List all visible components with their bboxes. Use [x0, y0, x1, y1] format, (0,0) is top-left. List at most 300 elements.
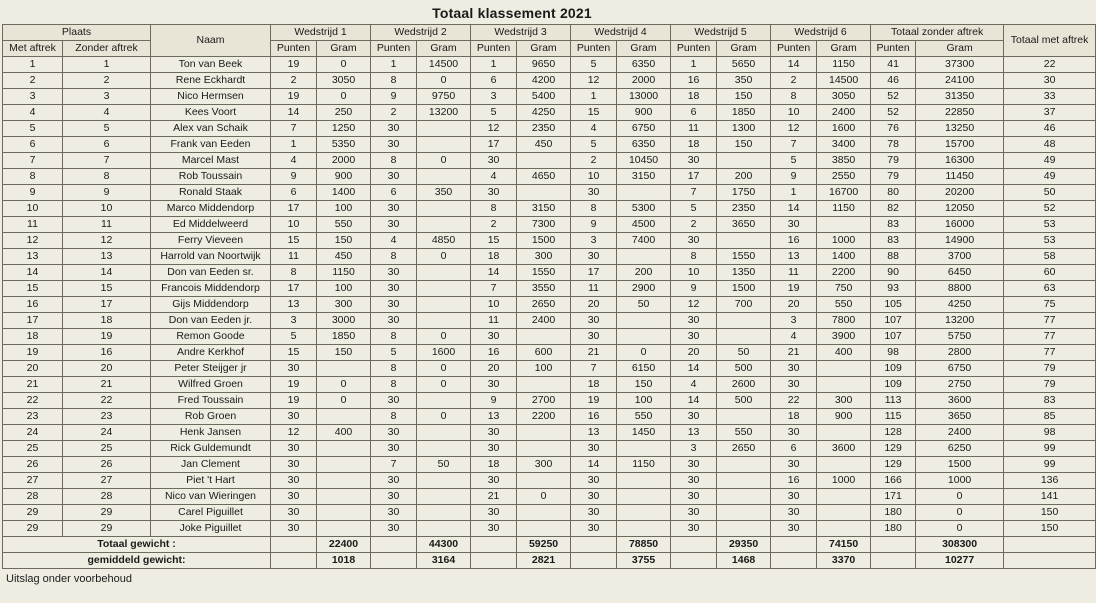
cell-met-aftrek: 24 — [3, 425, 63, 441]
cell-zonder-aftrek: 21 — [63, 377, 151, 393]
table-row — [3, 377, 1096, 393]
cell-w3-gram: 450 — [517, 137, 571, 153]
cell-w3-punten: 2 — [471, 217, 517, 233]
cell-naam: Harrold van Noortwijk — [151, 249, 271, 265]
cell-w3-punten: 8 — [471, 201, 517, 217]
cell-met-aftrek: 6 — [3, 137, 63, 153]
cell-w3-punten: 13 — [471, 409, 517, 425]
cell-w6-gram: 1000 — [817, 233, 871, 249]
cell-w4-punten: 30 — [571, 505, 617, 521]
cell-zonder-aftrek: 6 — [63, 137, 151, 153]
cell-w3-gram — [517, 473, 571, 489]
cell-naam: Carel Piguillet — [151, 505, 271, 521]
cell-met-aftrek: 15 — [3, 281, 63, 297]
cell-zonder-aftrek: 5 — [63, 121, 151, 137]
cell-totaal-zonder-gram: 24100 — [916, 73, 1004, 89]
cell-w1-gram — [317, 457, 371, 473]
table-row — [3, 137, 1096, 153]
totaal-gewicht-row-spacer — [871, 537, 916, 553]
cell-zonder-aftrek: 24 — [63, 425, 151, 441]
cell-w5-punten: 8 — [671, 249, 717, 265]
cell-w6-gram: 900 — [817, 409, 871, 425]
cell-w4-punten: 30 — [571, 521, 617, 537]
cell-zonder-aftrek: 26 — [63, 457, 151, 473]
cell-w6-punten: 30 — [771, 505, 817, 521]
cell-w6-gram: 1000 — [817, 473, 871, 489]
cell-totaal-met-punten: 22 — [1004, 57, 1096, 73]
cell-w4-gram: 2000 — [617, 73, 671, 89]
cell-w6-gram: 3900 — [817, 329, 871, 345]
cell-met-aftrek: 27 — [3, 473, 63, 489]
table-row — [3, 265, 1096, 281]
cell-totaal-met-punten: 75 — [1004, 297, 1096, 313]
cell-w5-gram — [717, 153, 771, 169]
cell-w1-punten: 10 — [271, 217, 317, 233]
cell-w1-gram — [317, 361, 371, 377]
cell-totaal-zonder-gram: 2800 — [916, 345, 1004, 361]
cell-w6-gram: 1600 — [817, 121, 871, 137]
cell-met-aftrek: 25 — [3, 441, 63, 457]
cell-totaal-zonder-gram: 16000 — [916, 217, 1004, 233]
cell-w2-punten: 30 — [371, 137, 417, 153]
cell-naam: Joke Piguillet — [151, 521, 271, 537]
table-row — [3, 73, 1096, 89]
cell-totaal-zonder-gram: 13200 — [916, 313, 1004, 329]
cell-met-aftrek: 18 — [3, 329, 63, 345]
cell-w2-punten: 8 — [371, 361, 417, 377]
cell-w5-punten: 6 — [671, 105, 717, 121]
cell-w2-punten: 7 — [371, 457, 417, 473]
table-row — [3, 89, 1096, 105]
totaal-gewicht-row-spacer — [471, 537, 517, 553]
header-tza-punten: Punten — [871, 41, 916, 57]
gemiddeld-gewicht-row-w4: 3755 — [617, 553, 671, 569]
cell-w5-punten: 10 — [671, 265, 717, 281]
cell-totaal-zonder-gram: 5750 — [916, 329, 1004, 345]
cell-totaal-met-punten: 85 — [1004, 409, 1096, 425]
cell-w5-gram — [717, 329, 771, 345]
table-row — [3, 121, 1096, 137]
header-plaats: Plaats — [3, 25, 151, 41]
cell-w4-gram — [617, 521, 671, 537]
cell-w5-punten: 1 — [671, 57, 717, 73]
cell-w1-punten: 13 — [271, 297, 317, 313]
cell-w3-gram — [517, 185, 571, 201]
cell-w2-gram — [417, 473, 471, 489]
cell-w1-gram: 1250 — [317, 121, 371, 137]
cell-naam: Wilfred Groen — [151, 377, 271, 393]
cell-w3-gram: 9650 — [517, 57, 571, 73]
cell-met-aftrek: 4 — [3, 105, 63, 121]
cell-w3-punten: 1 — [471, 57, 517, 73]
cell-naam: Piet 't Hart — [151, 473, 271, 489]
cell-w5-punten: 20 — [671, 345, 717, 361]
table-header — [3, 25, 1096, 57]
cell-zonder-aftrek: 9 — [63, 185, 151, 201]
cell-w5-punten: 18 — [671, 137, 717, 153]
cell-w4-punten: 20 — [571, 297, 617, 313]
cell-totaal-zonder-gram: 15700 — [916, 137, 1004, 153]
cell-w4-punten: 12 — [571, 73, 617, 89]
table-footer — [3, 537, 1096, 569]
cell-w1-gram: 2000 — [317, 153, 371, 169]
cell-w6-gram: 3850 — [817, 153, 871, 169]
cell-totaal-met-punten: 48 — [1004, 137, 1096, 153]
cell-w3-punten: 18 — [471, 457, 517, 473]
cell-w4-gram: 0 — [617, 345, 671, 361]
cell-w2-punten: 8 — [371, 409, 417, 425]
cell-w2-gram: 0 — [417, 249, 471, 265]
cell-w1-punten: 30 — [271, 441, 317, 457]
cell-w6-punten: 12 — [771, 121, 817, 137]
cell-w5-gram: 350 — [717, 73, 771, 89]
cell-w4-gram: 5300 — [617, 201, 671, 217]
cell-w1-punten: 17 — [271, 201, 317, 217]
cell-w5-punten: 30 — [671, 473, 717, 489]
cell-w1-punten: 19 — [271, 377, 317, 393]
table-row — [3, 457, 1096, 473]
cell-w4-gram: 150 — [617, 377, 671, 393]
cell-w5-punten: 30 — [671, 457, 717, 473]
cell-w6-gram — [817, 457, 871, 473]
cell-naam: Ton van Beek — [151, 57, 271, 73]
cell-naam: Francois Middendorp — [151, 281, 271, 297]
cell-w1-gram: 400 — [317, 425, 371, 441]
cell-w5-gram — [717, 521, 771, 537]
cell-totaal-met-punten: 141 — [1004, 489, 1096, 505]
cell-w5-punten: 30 — [671, 329, 717, 345]
gemiddeld-gewicht-row-w1: 1018 — [317, 553, 371, 569]
cell-w4-punten: 30 — [571, 489, 617, 505]
totaal-gewicht-row-w6: 74150 — [817, 537, 871, 553]
cell-w4-gram: 50 — [617, 297, 671, 313]
cell-totaal-met-punten: 58 — [1004, 249, 1096, 265]
cell-w2-punten: 30 — [371, 297, 417, 313]
cell-w2-gram — [417, 217, 471, 233]
cell-totaal-zonder-gram: 1000 — [916, 473, 1004, 489]
totaal-gewicht-row-total: 308300 — [916, 537, 1004, 553]
cell-w3-punten: 30 — [471, 329, 517, 345]
table-row — [3, 281, 1096, 297]
header-naam: Naam — [151, 25, 271, 57]
cell-w4-punten: 11 — [571, 281, 617, 297]
cell-w5-gram: 5650 — [717, 57, 771, 73]
cell-totaal-met-punten: 98 — [1004, 425, 1096, 441]
cell-naam: Andre Kerkhof — [151, 345, 271, 361]
cell-w2-gram: 0 — [417, 329, 471, 345]
cell-w6-gram: 1400 — [817, 249, 871, 265]
header-wedstrijd-1: Wedstrijd 1 — [271, 25, 371, 41]
cell-w1-punten: 8 — [271, 265, 317, 281]
cell-w3-gram: 7300 — [517, 217, 571, 233]
cell-met-aftrek: 9 — [3, 185, 63, 201]
cell-w6-punten: 30 — [771, 217, 817, 233]
cell-zonder-aftrek: 8 — [63, 169, 151, 185]
cell-w2-punten: 30 — [371, 521, 417, 537]
cell-w4-gram: 200 — [617, 265, 671, 281]
cell-w4-punten: 30 — [571, 473, 617, 489]
cell-w5-gram: 1550 — [717, 249, 771, 265]
table-row — [3, 185, 1096, 201]
cell-w3-gram — [517, 521, 571, 537]
cell-zonder-aftrek: 11 — [63, 217, 151, 233]
header-wedstrijd-5: Wedstrijd 5 — [671, 25, 771, 41]
cell-w3-gram: 4250 — [517, 105, 571, 121]
cell-w2-punten: 8 — [371, 377, 417, 393]
cell-naam: Nico van Wieringen — [151, 489, 271, 505]
cell-w5-gram: 1850 — [717, 105, 771, 121]
gemiddeld-gewicht-row-spacer — [871, 553, 916, 569]
cell-totaal-zonder-punten: 76 — [871, 121, 916, 137]
cell-naam: Peter Steijger jr — [151, 361, 271, 377]
cell-naam: Fred Toussain — [151, 393, 271, 409]
cell-w2-punten: 8 — [371, 153, 417, 169]
totaal-gewicht-row-label: Totaal gewicht : — [3, 537, 271, 553]
header-w2-gram: Gram — [417, 41, 471, 57]
cell-totaal-zonder-punten: 90 — [871, 265, 916, 281]
cell-w1-gram — [317, 521, 371, 537]
cell-w6-punten: 4 — [771, 329, 817, 345]
cell-w2-punten: 4 — [371, 233, 417, 249]
cell-w2-gram — [417, 313, 471, 329]
table-row — [3, 361, 1096, 377]
cell-totaal-zonder-gram: 1500 — [916, 457, 1004, 473]
cell-w5-gram: 2350 — [717, 201, 771, 217]
cell-w3-gram: 300 — [517, 457, 571, 473]
cell-totaal-met-punten: 83 — [1004, 393, 1096, 409]
cell-w1-gram — [317, 409, 371, 425]
cell-w1-punten: 30 — [271, 473, 317, 489]
gemiddeld-gewicht-row-label: gemiddeld gewicht: — [3, 553, 271, 569]
cell-totaal-met-punten: 33 — [1004, 89, 1096, 105]
cell-zonder-aftrek: 23 — [63, 409, 151, 425]
table-row — [3, 249, 1096, 265]
cell-w4-punten: 1 — [571, 89, 617, 105]
cell-naam: Marcel Mast — [151, 153, 271, 169]
cell-totaal-zonder-gram: 16300 — [916, 153, 1004, 169]
cell-w5-gram: 50 — [717, 345, 771, 361]
cell-w5-punten: 30 — [671, 313, 717, 329]
cell-w3-punten: 7 — [471, 281, 517, 297]
cell-totaal-zonder-punten: 52 — [871, 89, 916, 105]
totaal-gewicht-row-w2: 44300 — [417, 537, 471, 553]
header-w1-gram: Gram — [317, 41, 371, 57]
table-row — [3, 105, 1096, 121]
header-w2-punten: Punten — [371, 41, 417, 57]
cell-w2-punten: 8 — [371, 73, 417, 89]
cell-w2-gram — [417, 521, 471, 537]
cell-totaal-zonder-gram: 6750 — [916, 361, 1004, 377]
cell-w1-gram: 1150 — [317, 265, 371, 281]
cell-zonder-aftrek: 27 — [63, 473, 151, 489]
header-wedstrijd-4: Wedstrijd 4 — [571, 25, 671, 41]
table-row — [3, 233, 1096, 249]
cell-w2-gram — [417, 297, 471, 313]
cell-w5-gram — [717, 409, 771, 425]
cell-w2-gram: 50 — [417, 457, 471, 473]
cell-w4-gram: 100 — [617, 393, 671, 409]
cell-naam: Don van Eeden sr. — [151, 265, 271, 281]
cell-w3-punten: 30 — [471, 425, 517, 441]
cell-w2-punten: 30 — [371, 489, 417, 505]
cell-met-aftrek: 10 — [3, 201, 63, 217]
cell-w1-gram: 100 — [317, 201, 371, 217]
cell-w6-gram: 14500 — [817, 73, 871, 89]
cell-w4-gram — [617, 505, 671, 521]
totaal-gewicht-row-empty — [1004, 537, 1096, 553]
cell-w3-punten: 17 — [471, 137, 517, 153]
cell-met-aftrek: 28 — [3, 489, 63, 505]
cell-w5-punten: 2 — [671, 217, 717, 233]
cell-w3-punten: 5 — [471, 105, 517, 121]
cell-w3-gram: 1500 — [517, 233, 571, 249]
cell-w4-punten: 14 — [571, 457, 617, 473]
cell-w3-punten: 21 — [471, 489, 517, 505]
cell-w4-gram: 3150 — [617, 169, 671, 185]
cell-w1-gram: 3000 — [317, 313, 371, 329]
cell-w1-punten: 7 — [271, 121, 317, 137]
cell-w2-punten: 30 — [371, 169, 417, 185]
cell-w3-gram: 4200 — [517, 73, 571, 89]
cell-totaal-zonder-gram: 11450 — [916, 169, 1004, 185]
cell-totaal-met-punten: 53 — [1004, 217, 1096, 233]
cell-naam: Ronald Staak — [151, 185, 271, 201]
table-row — [3, 393, 1096, 409]
totaal-gewicht-row-spacer — [771, 537, 817, 553]
cell-naam: Nico Hermsen — [151, 89, 271, 105]
cell-met-aftrek: 29 — [3, 521, 63, 537]
cell-w3-punten: 15 — [471, 233, 517, 249]
gemiddeld-gewicht-row-total: 10277 — [916, 553, 1004, 569]
cell-w1-gram: 0 — [317, 377, 371, 393]
cell-w3-gram — [517, 441, 571, 457]
cell-totaal-zonder-punten: 52 — [871, 105, 916, 121]
cell-totaal-zonder-gram: 3700 — [916, 249, 1004, 265]
cell-zonder-aftrek: 14 — [63, 265, 151, 281]
cell-w6-punten: 1 — [771, 185, 817, 201]
header-w6-gram: Gram — [817, 41, 871, 57]
table-row — [3, 521, 1096, 537]
cell-w6-punten: 16 — [771, 233, 817, 249]
gemiddeld-gewicht-row-spacer — [771, 553, 817, 569]
cell-w4-gram: 1450 — [617, 425, 671, 441]
cell-w5-gram: 150 — [717, 137, 771, 153]
cell-totaal-met-punten: 46 — [1004, 121, 1096, 137]
cell-totaal-zonder-punten: 82 — [871, 201, 916, 217]
cell-totaal-zonder-punten: 129 — [871, 457, 916, 473]
cell-w6-punten: 8 — [771, 89, 817, 105]
cell-w3-gram — [517, 425, 571, 441]
cell-totaal-zonder-punten: 128 — [871, 425, 916, 441]
cell-w2-gram — [417, 505, 471, 521]
cell-w2-gram: 0 — [417, 73, 471, 89]
cell-w4-punten: 21 — [571, 345, 617, 361]
cell-w5-punten: 9 — [671, 281, 717, 297]
cell-w6-punten: 14 — [771, 57, 817, 73]
cell-w2-punten: 30 — [371, 425, 417, 441]
cell-w2-gram: 0 — [417, 409, 471, 425]
cell-naam: Rick Guldemundt — [151, 441, 271, 457]
cell-naam: Remon Goode — [151, 329, 271, 345]
cell-w3-gram: 0 — [517, 489, 571, 505]
table-body — [3, 57, 1096, 537]
cell-totaal-zonder-punten: 78 — [871, 137, 916, 153]
totaal-gewicht-row-w4: 78850 — [617, 537, 671, 553]
cell-w6-punten: 18 — [771, 409, 817, 425]
cell-w3-gram — [517, 377, 571, 393]
cell-totaal-met-punten: 99 — [1004, 457, 1096, 473]
table-row — [3, 441, 1096, 457]
cell-zonder-aftrek: 16 — [63, 345, 151, 361]
cell-w6-gram: 3600 — [817, 441, 871, 457]
cell-totaal-zonder-gram: 22850 — [916, 105, 1004, 121]
cell-zonder-aftrek: 3 — [63, 89, 151, 105]
cell-w1-gram: 5350 — [317, 137, 371, 153]
cell-w3-gram — [517, 329, 571, 345]
cell-w1-punten: 5 — [271, 329, 317, 345]
cell-w5-punten: 17 — [671, 169, 717, 185]
cell-zonder-aftrek: 13 — [63, 249, 151, 265]
cell-zonder-aftrek: 20 — [63, 361, 151, 377]
cell-w2-gram: 0 — [417, 361, 471, 377]
cell-w1-gram: 1400 — [317, 185, 371, 201]
gemiddeld-gewicht-row-w3: 2821 — [517, 553, 571, 569]
cell-w2-gram — [417, 425, 471, 441]
cell-totaal-zonder-punten: 107 — [871, 313, 916, 329]
cell-totaal-met-punten: 52 — [1004, 201, 1096, 217]
cell-w4-punten: 5 — [571, 57, 617, 73]
cell-w5-gram: 2600 — [717, 377, 771, 393]
cell-w2-gram — [417, 441, 471, 457]
cell-w5-gram: 3650 — [717, 217, 771, 233]
table-row — [3, 153, 1096, 169]
cell-met-aftrek: 23 — [3, 409, 63, 425]
cell-w4-gram: 550 — [617, 409, 671, 425]
cell-w5-punten: 3 — [671, 441, 717, 457]
cell-w5-gram: 1350 — [717, 265, 771, 281]
cell-totaal-zonder-punten: 98 — [871, 345, 916, 361]
cell-totaal-zonder-gram: 6250 — [916, 441, 1004, 457]
cell-w3-punten: 12 — [471, 121, 517, 137]
cell-w1-punten: 12 — [271, 425, 317, 441]
cell-w6-punten: 3 — [771, 313, 817, 329]
cell-w4-punten: 7 — [571, 361, 617, 377]
cell-w6-punten: 6 — [771, 441, 817, 457]
totaal-gewicht-row-w5: 29350 — [717, 537, 771, 553]
cell-w1-punten: 17 — [271, 281, 317, 297]
cell-totaal-zonder-punten: 115 — [871, 409, 916, 425]
table-row — [3, 473, 1096, 489]
cell-totaal-zonder-gram: 13250 — [916, 121, 1004, 137]
cell-w1-gram — [317, 473, 371, 489]
cell-w1-gram: 550 — [317, 217, 371, 233]
cell-w4-punten: 30 — [571, 185, 617, 201]
cell-totaal-met-punten: 150 — [1004, 521, 1096, 537]
cell-w5-punten: 5 — [671, 201, 717, 217]
cell-met-aftrek: 22 — [3, 393, 63, 409]
cell-zonder-aftrek: 2 — [63, 73, 151, 89]
cell-w5-gram: 1500 — [717, 281, 771, 297]
cell-totaal-zonder-gram: 2400 — [916, 425, 1004, 441]
cell-w4-gram: 900 — [617, 105, 671, 121]
cell-w2-gram: 1600 — [417, 345, 471, 361]
cell-w6-punten: 5 — [771, 153, 817, 169]
cell-w4-punten: 5 — [571, 137, 617, 153]
cell-w5-punten: 30 — [671, 409, 717, 425]
cell-w3-gram: 2400 — [517, 313, 571, 329]
cell-w3-gram: 300 — [517, 249, 571, 265]
cell-zonder-aftrek: 19 — [63, 329, 151, 345]
